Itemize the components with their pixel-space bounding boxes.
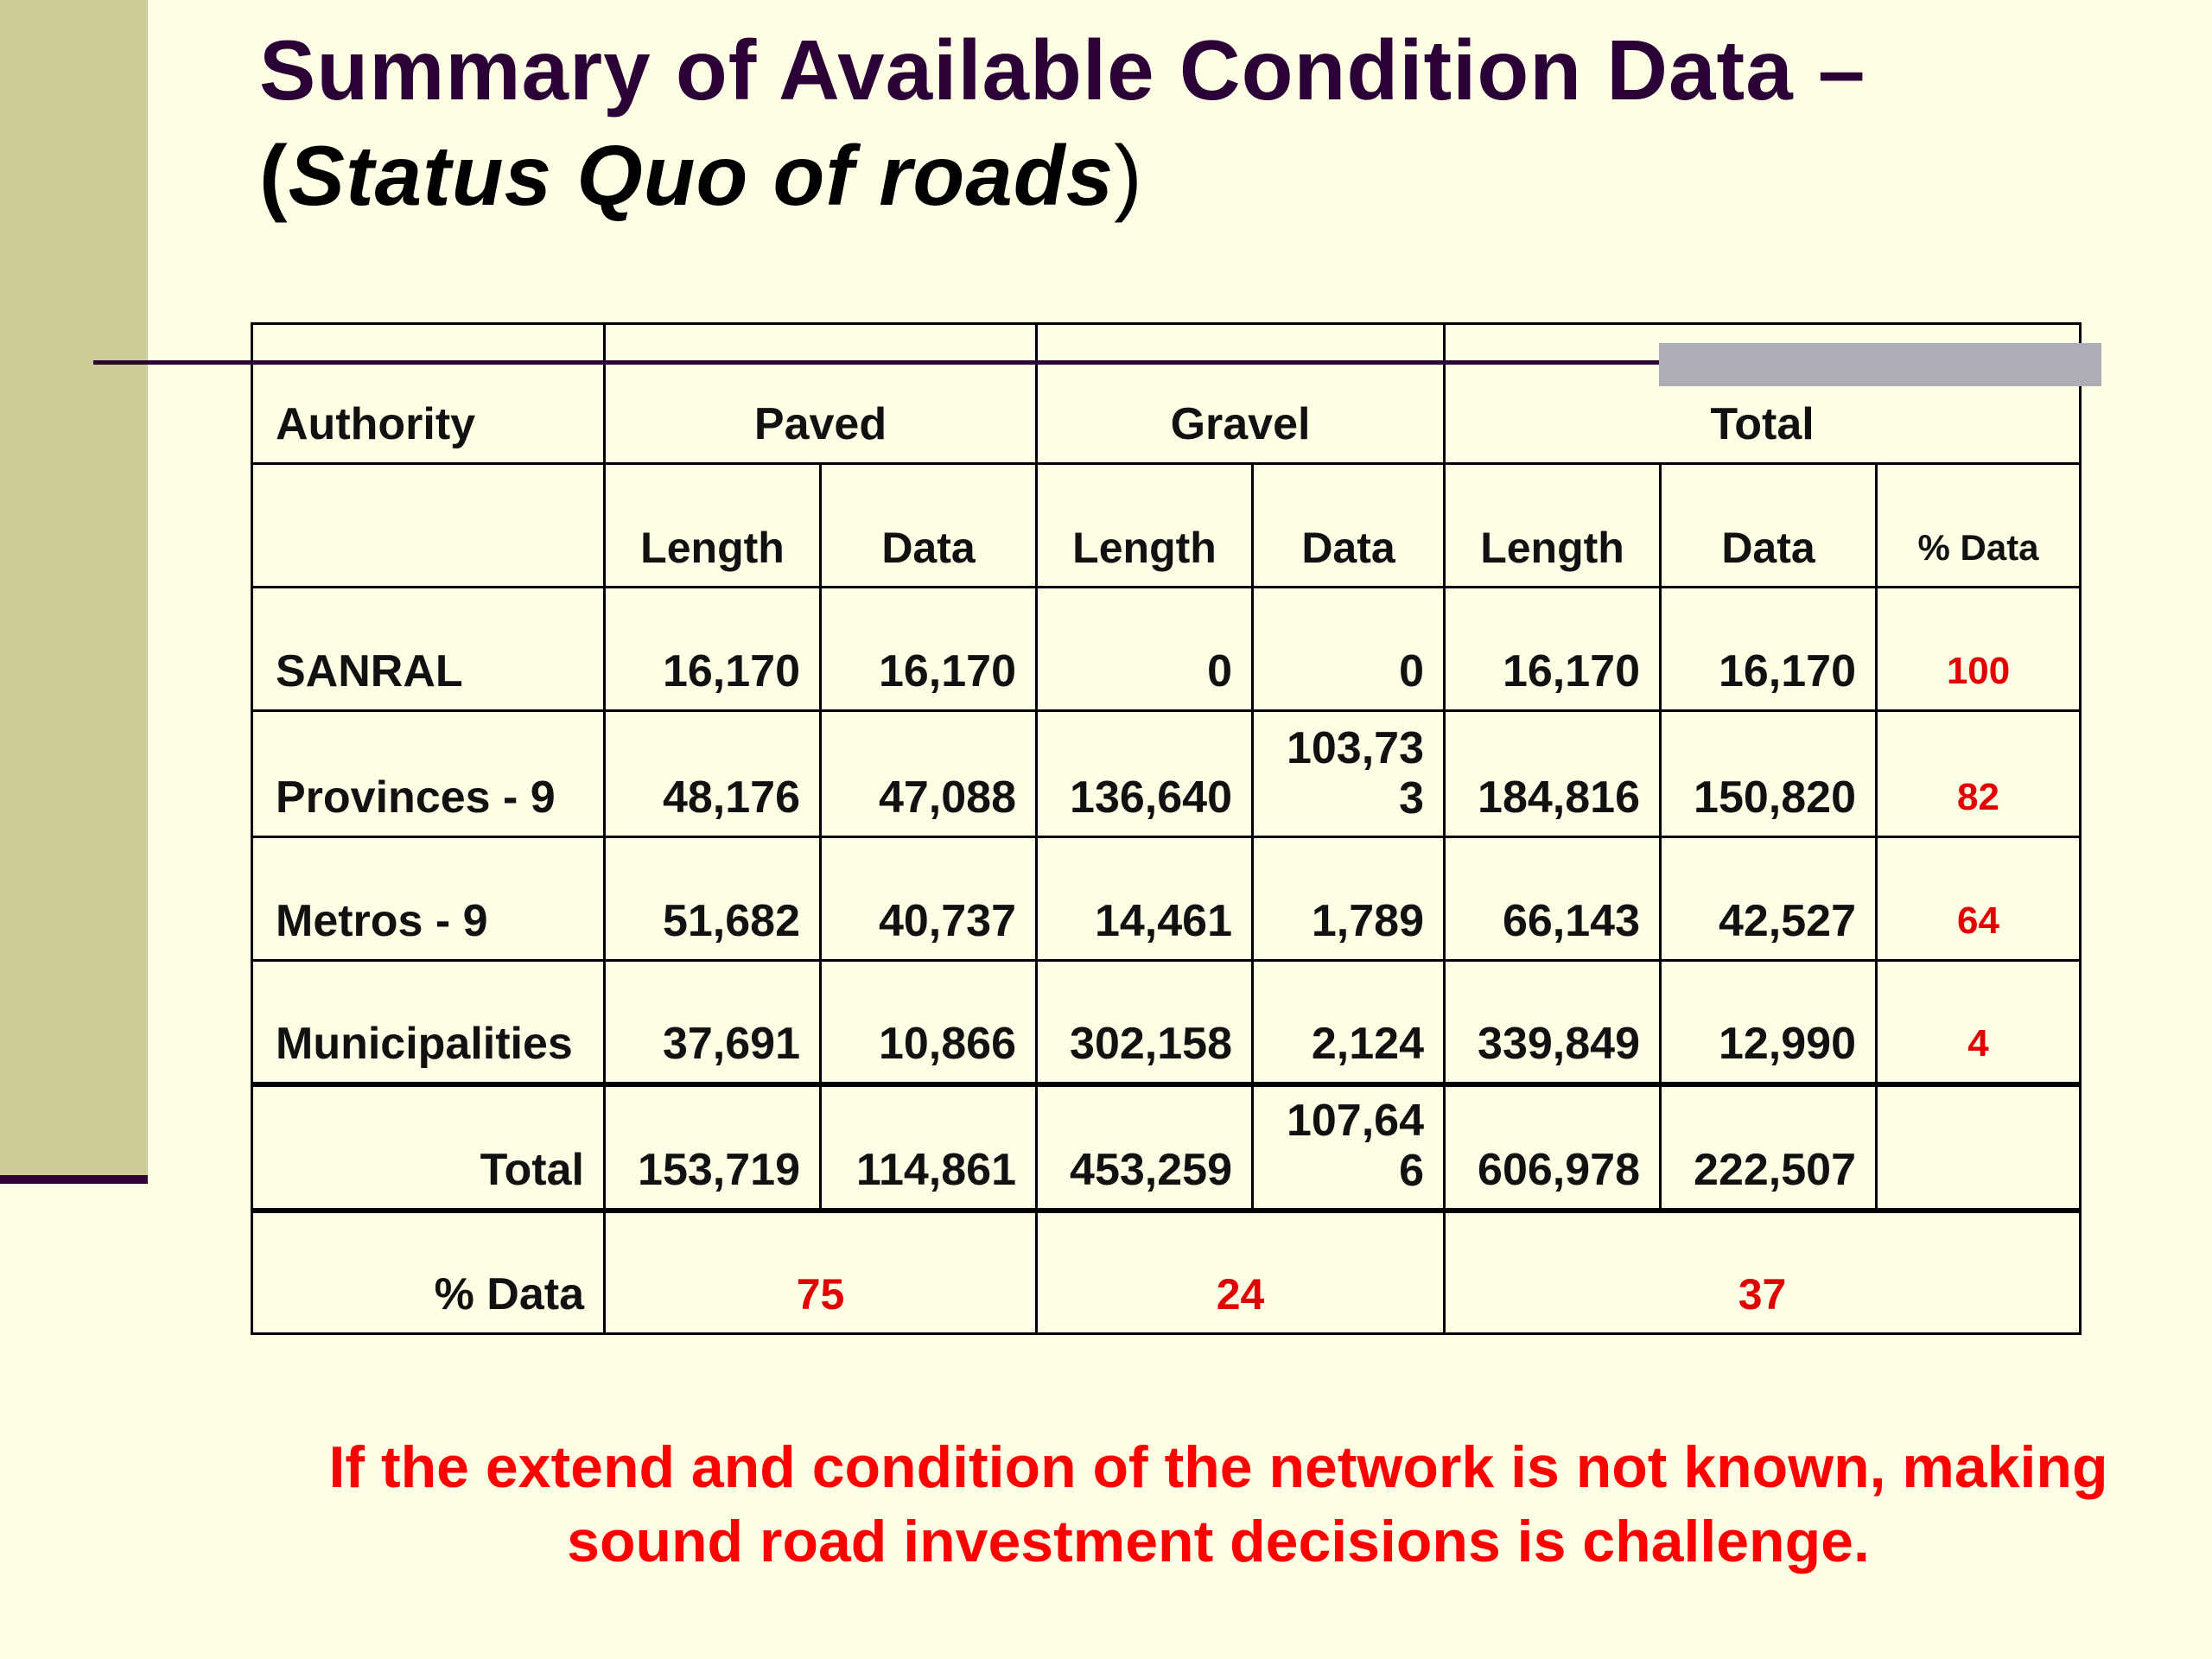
total-paved-data: 114,861	[821, 1084, 1037, 1211]
row-authority: Metros - 9	[252, 837, 605, 961]
footer-line-1: If the extend and condition of the network is not known, making	[328, 1434, 2108, 1500]
total-length-cell: 339,849	[1445, 961, 1661, 1084]
subheader-total-data: Data	[1661, 464, 1877, 588]
paved-length-cell: 16,170	[605, 588, 821, 711]
subheader-gravel-data: Data	[1253, 464, 1445, 588]
subheader-empty	[252, 464, 605, 588]
total-length-cell: 184,816	[1445, 711, 1661, 837]
total-pct-empty	[1877, 1084, 2081, 1211]
gravel-length-cell: 302,158	[1037, 961, 1253, 1084]
subheader-paved-length: Length	[605, 464, 821, 588]
table-row	[252, 961, 2081, 1084]
gravel-data-cell: 103,733	[1253, 711, 1445, 837]
paved-length-cell: 51,682	[605, 837, 821, 961]
header-authority: Authority	[252, 324, 605, 464]
footer-line-2: sound road investment decisions is challenge.	[567, 1509, 1870, 1574]
title-line-1: Summary of Available Condition Data –	[259, 22, 1866, 118]
paved-data-cell: 47,088	[821, 711, 1037, 837]
header-gravel: Gravel	[1037, 324, 1445, 464]
table-row	[252, 837, 2081, 961]
paved-length-cell: 48,176	[605, 711, 821, 837]
total-data-cell: 42,527	[1661, 837, 1877, 961]
paved-data-cell: 16,170	[821, 588, 1037, 711]
paved-data-cell: 40,737	[821, 837, 1037, 961]
pct-data-cell: 64	[1877, 837, 2081, 961]
footer-message	[259, 1430, 2177, 1579]
subheader-gravel-length: Length	[1037, 464, 1253, 588]
left-decorative-bar	[0, 0, 148, 1175]
table-row	[252, 711, 2081, 837]
subheader-total-pct: % Data	[1877, 464, 2081, 588]
total-length-cell: 16,170	[1445, 588, 1661, 711]
pct-data-cell: 82	[1877, 711, 2081, 837]
total-label: Total	[252, 1084, 605, 1211]
pct-data-cell: 4	[1877, 961, 2081, 1084]
total-gravel-data: 107,646	[1253, 1084, 1445, 1211]
total-data-cell: 12,990	[1661, 961, 1877, 1084]
grey-accent-bar	[1659, 343, 2101, 386]
pct-data-cell: 100	[1877, 588, 2081, 711]
total-row	[252, 1084, 2081, 1211]
gravel-length-cell: 136,640	[1037, 711, 1253, 837]
title-line-2	[259, 123, 2160, 228]
title-open-paren: (	[259, 128, 289, 223]
gravel-length-cell: 0	[1037, 588, 1253, 711]
pct-total: 37	[1445, 1211, 2081, 1334]
slide-title	[259, 17, 2160, 228]
left-bar-underline	[0, 1175, 148, 1184]
table-row	[252, 588, 2081, 711]
title-italic-text: Status Quo of roads	[288, 128, 1115, 223]
pct-paved: 75	[605, 1211, 1037, 1334]
row-authority: Municipalities	[252, 961, 605, 1084]
pct-gravel: 24	[1037, 1211, 1445, 1334]
gravel-data-cell: 0	[1253, 588, 1445, 711]
total-gravel-length: 453,259	[1037, 1084, 1253, 1211]
total-total-length: 606,978	[1445, 1084, 1661, 1211]
gravel-length-cell: 14,461	[1037, 837, 1253, 961]
total-data-cell: 16,170	[1661, 588, 1877, 711]
row-authority: Provinces - 9	[252, 711, 605, 837]
pct-row	[252, 1211, 2081, 1334]
header-paved: Paved	[605, 324, 1037, 464]
total-length-cell: 66,143	[1445, 837, 1661, 961]
total-data-cell: 150,820	[1661, 711, 1877, 837]
header-total: Total	[1445, 324, 2081, 464]
total-paved-length: 153,719	[605, 1084, 821, 1211]
subheader-row	[252, 464, 2081, 588]
total-total-data: 222,507	[1661, 1084, 1877, 1211]
title-close-paren: )	[1114, 128, 1143, 223]
pct-label: % Data	[252, 1211, 605, 1334]
subheader-paved-data: Data	[821, 464, 1037, 588]
row-authority: SANRAL	[252, 588, 605, 711]
subheader-total-length: Length	[1445, 464, 1661, 588]
paved-length-cell: 37,691	[605, 961, 821, 1084]
gravel-data-cell: 1,789	[1253, 837, 1445, 961]
gravel-data-cell: 2,124	[1253, 961, 1445, 1084]
paved-data-cell: 10,866	[821, 961, 1037, 1084]
condition-data-table	[251, 322, 2082, 1335]
